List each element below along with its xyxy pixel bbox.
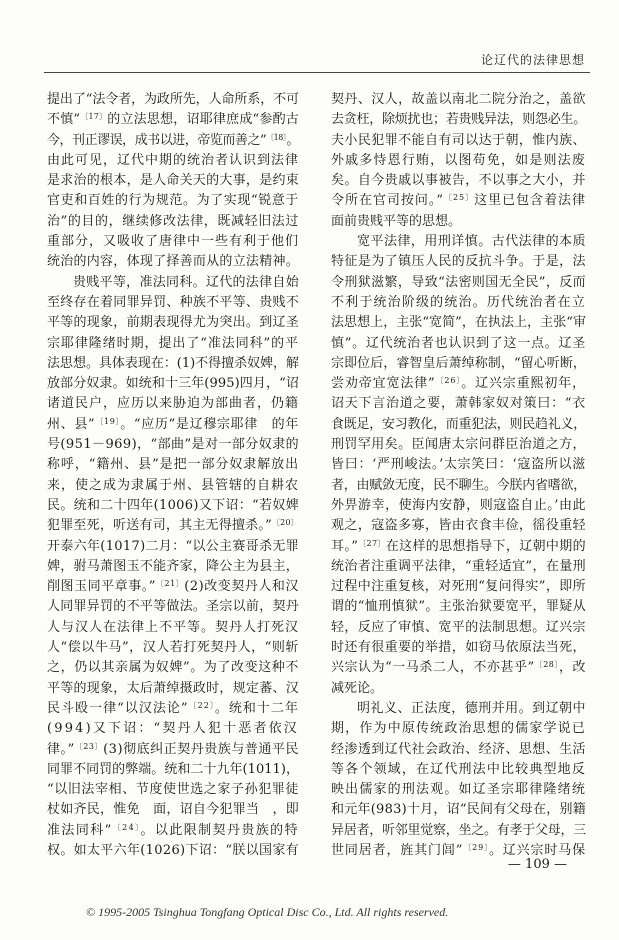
running-title: 论辽代的法律思想	[480, 53, 585, 67]
text-line: 特征是为了镇压人民的反抗斗争。于是，法	[331, 254, 586, 270]
text-line: 宗即位后，睿智皇后萧绰称制，“留心听断，	[331, 355, 586, 371]
text-line: 民斗殴一律“以汉法论”$^{〔22〕}$。统和十二年	[47, 700, 299, 716]
text-line: 法思想。具体表现在：(1)不得擅杀奴婢，解	[47, 355, 299, 371]
paragraph-start-line: 宽平法律，用刑详慎。古代法律的本质	[357, 234, 586, 250]
text-line: 人与汉人在法律上不平等。契丹人打死汉	[47, 619, 299, 635]
text-line: 今，刊正谬误，成书以进，帝览而善之”$^{〔18〕}$。	[47, 132, 299, 148]
text-line: 不利于统治阶级的统治。历代统治者在立	[331, 294, 586, 310]
text-line: 号(951－969)，“部曲”是对一部分奴隶的	[47, 437, 299, 453]
text-line: 同罪不同罚的弊端。统和二十九年(1011)，	[47, 761, 299, 777]
text-line: 不慎”$^{〔17〕}$的立法思想，诏耶律庶成“参酌古	[47, 112, 299, 128]
text-line: 放部分奴隶。如统和十三年(995)四月，“诏	[47, 376, 299, 392]
text-line: 世同居者，旌其门闾”$^{〔29〕}$。辽兴宗时马保	[331, 842, 586, 858]
citation-mark: 〔20〕	[271, 518, 299, 528]
citation-mark: 〔22〕	[188, 700, 215, 710]
text-line: 映出儒家的刑法观。如辽圣宗耶律隆绪统	[331, 782, 586, 798]
text-line: 人同罪异罚的不平等做法。圣宗以前，契丹	[47, 599, 299, 615]
paragraph-end-line: 减死论。	[331, 680, 384, 696]
text-line: “以旧法宰相、节度使世选之家子孙犯罪徒	[47, 782, 299, 798]
text-line: 犯罪至死，听送有司，其主无得擅杀。”$^{〔20〕}$	[47, 518, 299, 534]
text-line: 观之，寇盗多寡，皆由衣食丰俭，徭役重轻	[331, 518, 586, 534]
text-line: 令所在官司按问。”$^{〔25〕}$这里已包含着法律	[331, 193, 586, 209]
text-line: 外畀游幸，使海内安静，则寇盗自止。’由此	[331, 497, 586, 513]
text-line: 契丹、汉人，故盖以南北二院分治之，盖欲	[331, 92, 586, 107]
header-rule	[44, 72, 590, 73]
text-line: 尝劝帝宜宽法律”$^{〔26〕}$。辽兴宗重熙初年，	[331, 376, 586, 392]
citation-mark: 〔25〕	[444, 193, 475, 203]
text-line: (994)又下诏：“契丹人犯十恶者依汉	[47, 721, 299, 737]
text-line: 食既足，安习教化，而重犯法，则民趋礼义，	[331, 416, 586, 432]
text-line: 期，作为中原传统政治思想的儒家学说已	[331, 721, 586, 737]
text-line: 由此可见，辽代中期的统治者认识到法律	[47, 152, 299, 168]
text-line: 过程中注重复核，对死刑“复问得实”，即所	[331, 579, 586, 595]
text-line: 开泰六年(1017)二月：“以公主赛哥杀无罪	[47, 538, 299, 554]
text-line: 人“偿以牛马”，汉人若打死契丹人，“则斩	[47, 640, 299, 656]
text-line: 律。”$^{〔23〕}$(3)彻底纠正契丹贵族与普通平民	[47, 741, 299, 757]
text-line: 民。统和二十四年(1006)又下诏：“若奴婢	[47, 497, 299, 513]
citation-mark: 〔19〕	[95, 416, 121, 426]
text-line: 矣。自今贵戚以事被告，不以事之大小，并	[331, 173, 586, 189]
citation-mark: 〔24〕	[112, 822, 141, 832]
text-line: 准法同科”$^{〔24〕}$。以此限制契丹贵族的特	[47, 822, 299, 838]
text-line: 治”的目的，继续修改法律，既减轻旧法过	[47, 213, 299, 229]
right-column	[331, 90, 586, 861]
paragraph-end-line: 面前贵贱平等的思想。	[331, 213, 462, 229]
text-line: 经渗透到辽代社会政治、经济、思想、生活	[331, 741, 586, 757]
text-line: 重部分，又吸收了唐律中一些有利于他们	[47, 234, 299, 250]
text-line: 令刑狱滋繁，导致“法密则国无全民”，反而	[331, 274, 586, 290]
text-line: 平等的现象，前期表现得尤为突出。到辽圣	[47, 315, 299, 331]
text-line: 是求治的根本，是人命关天的大事，是约束	[47, 173, 299, 189]
text-line: 诸道民户，应历以来胁迫为部曲者，仍籍	[47, 396, 299, 412]
citation-mark: 〔21〕	[155, 579, 185, 589]
text-line: 慎”。辽代统治者也认识到了这一点。辽圣	[331, 335, 586, 351]
text-line: 谓的“恤刑慎狱”。主张治狱要宽平，罪疑从	[331, 599, 586, 615]
text-line: 婢，驸马萧图玉不能齐家，降公主为县主，	[47, 558, 299, 574]
text-line: 刑罚罕用矣。臣闻唐太宗问群臣治道之方，	[331, 437, 586, 453]
text-line: 诏天下言治道之要，萧韩家奴对策曰：“衣	[331, 396, 586, 412]
paragraph-start-line: 贵贱平等，准法同科。辽代的法律自始	[73, 274, 299, 290]
text-line: 轻，反应了审慎、宽平的法制思想。辽兴宗	[331, 619, 586, 635]
citation-mark: 〔23〕	[74, 741, 104, 751]
text-line: 杖如齐民，惟免 面，诏自今犯罪当 ，即	[47, 802, 299, 818]
text-line: 法思想上，主张“宽简”，在执法上，主张“审	[331, 315, 586, 331]
citation-mark: 〔17〕	[80, 112, 108, 122]
text-line: 统治者注重调平法律，“重轻适宜”，在量刑	[331, 558, 586, 574]
citation-mark: 〔28〕	[534, 660, 559, 670]
text-line: 来，使之成为隶属于州、县管辖的自耕农	[47, 477, 299, 493]
copyright-notice: © 1995-2005 Tsinghua Tongfang Optical Disc Co., Ltd. All rights reserved.	[86, 905, 449, 919]
text-line: 州、县”$^{〔19〕}$。“应历”是辽穆宗耶律 的年	[47, 416, 299, 432]
text-line: 平等的现象，太后萧绰摄政时，规定蕃、汉	[47, 680, 299, 696]
text-line: 权。如太平六年(1026)下诏：“朕以国家有	[47, 842, 299, 858]
citation-mark: 〔18〕	[266, 132, 287, 142]
text-line: 外戚多恃恩行贿，以图苟免，如是则法废	[331, 152, 586, 168]
text-line: 之，仍以其亲属为奴婢”。为了改变这种不	[47, 660, 299, 676]
text-line: 者，由赋敛无度，民不聊生。今朕内省嗜欲，	[331, 477, 586, 493]
text-line: 等各个领域，在辽代刑法中比较典型地反	[331, 761, 586, 777]
left-column	[47, 90, 299, 861]
text-line: 时还有很重要的举措，如窃马依原法当死，	[331, 640, 586, 656]
text-line: 称呼，“籍州、县”是把一部分奴隶解放出	[47, 457, 299, 473]
text-line: 异居者，听邻里觉察，坐之。有孝于父母，三	[331, 822, 586, 838]
text-line: 提出了“法令者，为政所先，人命所系，不可	[47, 92, 299, 107]
text-line: 和元年(983)十月，诏“民间有父母在，别籍	[331, 802, 586, 818]
text-line: 夫小民犯罪不能自有司以达于朝，惟内族、	[331, 132, 586, 148]
text-line: 官吏和百姓的行为规范。为了实现“锐意于	[47, 193, 299, 209]
text-line: 皆曰：‘严刑峻法。’太宗笑曰：‘寇盗所以滋	[331, 457, 586, 473]
text-line: 去贪枉，除烦扰也；若贵贱异法，则怨必生。	[331, 112, 586, 128]
text-line: 宗耶律隆绪时期，提出了“准法同科”的平	[47, 335, 299, 351]
text-line: 统治的内容，体现了择善而从的立法精神。	[47, 254, 299, 270]
page-number: — 109 —	[507, 857, 567, 872]
text-line: 兴宗认为“一马杀二人，不亦甚乎”$^{〔28〕}$，改	[331, 660, 586, 676]
text-line: 至终存在着同罪异罚、种族不平等、贵贱不	[47, 294, 299, 310]
paragraph-start-line: 明礼义、正法度，德刑并用。到辽朝中	[357, 700, 586, 716]
citation-mark: 〔26〕	[435, 376, 462, 386]
citation-mark: 〔27〕	[358, 538, 386, 548]
text-line: 削图玉同平章事。”$^{〔21〕}$(2)改变契丹人和汉	[47, 579, 299, 595]
citation-mark: 〔29〕	[463, 842, 489, 852]
text-line: 耳。”$^{〔27〕}$在这样的思想指导下，辽朝中期的	[331, 538, 586, 554]
